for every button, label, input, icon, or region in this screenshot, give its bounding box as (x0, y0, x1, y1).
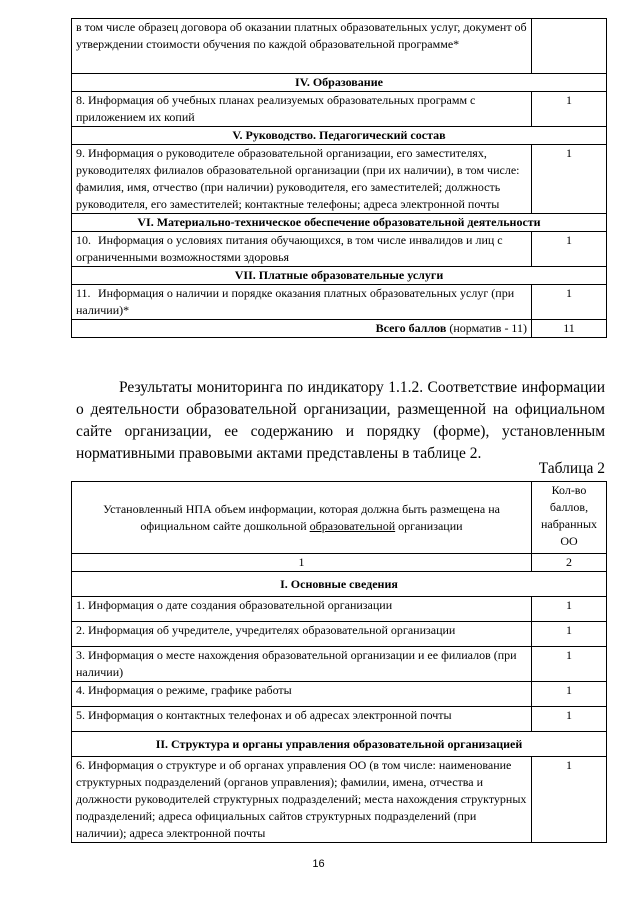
section-heading: I. Основные сведения (72, 572, 607, 597)
item-number: 11. (76, 286, 91, 300)
body-paragraph: Результаты мониторинга по индикатору 1.1.2. Соответствие информации о деятельности образовательной организации, размещенной на официальном сайте организации, ее содержанию и порядку (форме), установленным нормативными правовыми актами представлены в таблице 2. (76, 379, 605, 462)
section-heading: VII. Платные образовательные услуги (72, 267, 607, 285)
item-text: 9. Информация о руководителе образовательной организации, его заместителях, руководителях филиалов образовательной организации (при их наличии), в том числе: фамилия, имя, отчество (при наличии) руководителя, его заместителей; должность руководителя, его заместителей; контактные телефоны; адреса электронной почты (72, 145, 532, 214)
table-row (72, 757, 607, 843)
table-caption: Таблица 2 (538, 460, 605, 477)
section-row (72, 74, 607, 92)
header-left-part: Установленный НПА объем информации, которая должна быть размещена на официальном сайте дошкольной (103, 501, 500, 533)
item-score: 1 (532, 597, 607, 622)
item-text: 2. Информация об учредителе, учредителях образовательной организации (72, 622, 532, 647)
total-score: 11 (532, 320, 607, 338)
section-heading: V. Руководство. Педагогический состав (72, 127, 607, 145)
section-row (72, 572, 607, 597)
total-label: Всего баллов (375, 321, 447, 335)
section-row (72, 127, 607, 145)
header-left (72, 482, 532, 554)
section-heading: VI. Материально-техническое обеспечение образовательной деятельности (72, 214, 607, 232)
item-score: 1 (532, 622, 607, 647)
item-score: 1 (532, 682, 607, 707)
item-text: в том числе образец договора об оказании платных образовательных услуг, документ об утверждении стоимости обучения по каждой образовательной программе* (72, 19, 532, 74)
item-text: 1. Информация о дате создания образовательной организации (72, 597, 532, 622)
section-row (72, 732, 607, 757)
item-score: 1 (532, 145, 607, 214)
item-text: 5. Информация о контактных телефонах и об адресах электронной почты (72, 707, 532, 732)
header-left-part: организации (395, 518, 463, 533)
table-row (72, 622, 607, 647)
table-row (72, 19, 607, 74)
table-row (72, 232, 607, 267)
item-score: 1 (532, 92, 607, 127)
table-1 (71, 18, 607, 338)
total-label-cell (72, 320, 532, 338)
item-number: 10. (76, 233, 91, 247)
section-row (72, 267, 607, 285)
item-text: 3. Информация о месте нахождения образовательной организации и ее филиалов (при наличии) (72, 647, 532, 682)
item-score: 1 (532, 285, 607, 320)
item-score: 1 (532, 232, 607, 267)
table-2 (71, 481, 607, 843)
item-score (532, 19, 607, 74)
total-note: (норматив - 11) (446, 321, 527, 335)
column-number: 1 (72, 554, 532, 572)
section-heading: IV. Образование (72, 74, 607, 92)
item-score: 1 (532, 757, 607, 843)
table-row (72, 285, 607, 320)
item-score: 1 (532, 647, 607, 682)
table-row (72, 145, 607, 214)
table-row (72, 647, 607, 682)
item-text: 8. Информация об учебных планах реализуемых образовательных программ с приложением их копий (72, 92, 532, 127)
table-row (72, 707, 607, 732)
item-text: Информация о условиях питания обучающихся, в том числе инвалидов и лиц с ограниченными возможностями здоровья (76, 233, 503, 264)
item-text-cell (72, 232, 532, 267)
header-row (72, 482, 607, 554)
header-right: Кол-во баллов, набранных ОО (532, 482, 607, 554)
table-row (72, 92, 607, 127)
item-text: 4. Информация о режиме, графике работы (72, 682, 532, 707)
page-number: 16 (312, 858, 325, 870)
column-number: 2 (532, 554, 607, 572)
item-text: 6. Информация о структуре и об органах управления ОО (в том числе: наименование структурных подразделений (органов управления); фамилии, имена, отчества и должности руководителей структурных подразделений; места нахождения структурных подразделений; адреса официальных сайтов структурных подразделений (при наличии); адреса электронной почты (72, 757, 532, 843)
section-heading: II. Структура и органы управления образовательной организацией (72, 732, 607, 757)
table-row (72, 682, 607, 707)
column-numbers-row (72, 554, 607, 572)
item-text: Информация о наличии и порядке оказания платных образовательных услуг (при наличии)* (76, 286, 515, 317)
total-row (72, 320, 607, 338)
table-row (72, 597, 607, 622)
header-left-underlined: образовательной (309, 518, 396, 533)
item-score: 1 (532, 707, 607, 732)
item-text-cell (72, 285, 532, 320)
section-row (72, 214, 607, 232)
